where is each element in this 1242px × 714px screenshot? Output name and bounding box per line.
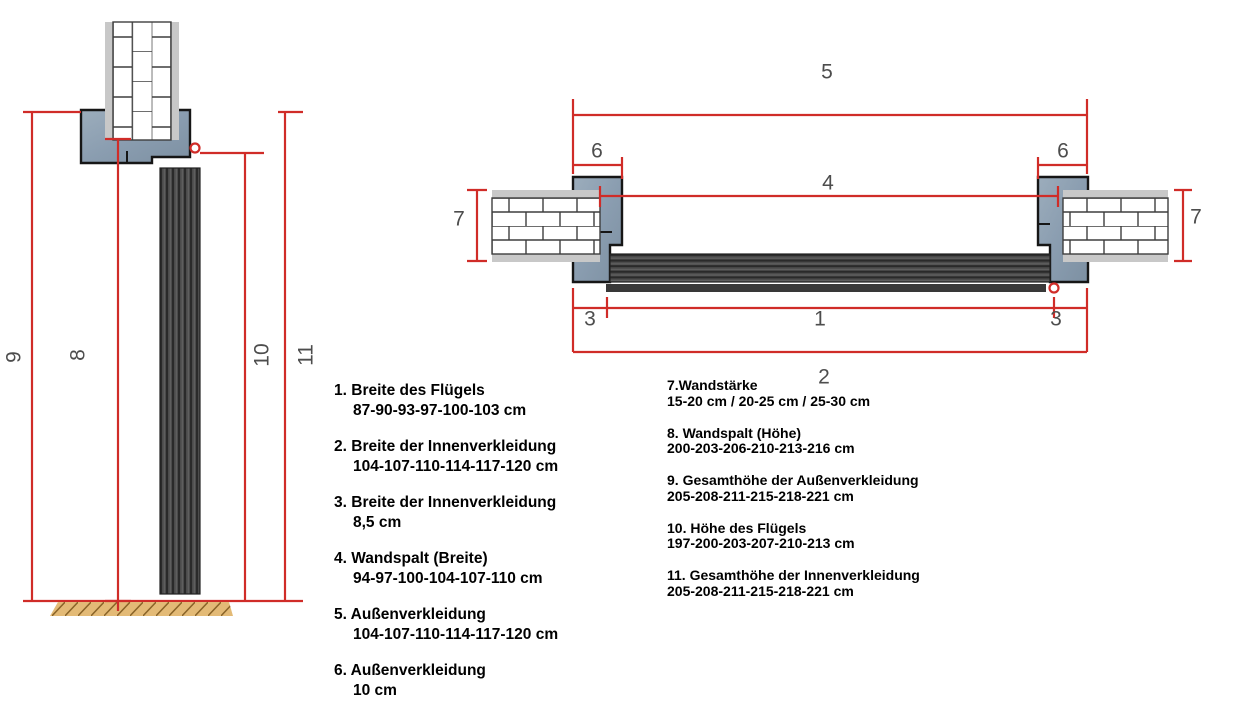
plaster-strip-bottom xyxy=(1063,254,1168,262)
spec-value: 87-90-93-97-100-103 cm xyxy=(353,402,527,419)
spec-value: 15-20 cm / 20-25 cm / 25-30 cm xyxy=(667,392,871,409)
spec-label: 7.Wandstärke xyxy=(667,377,758,393)
spec-label: 11. Gesamthöhe der Innenverkleidung xyxy=(667,567,920,583)
door-leaf-vertical xyxy=(160,168,200,594)
spec-value: 94-97-100-104-107-110 cm xyxy=(353,570,543,587)
hinge-point-circle xyxy=(1050,284,1059,293)
spec-value: 205-208-211-215-218-221 cm xyxy=(667,582,854,599)
dim-label-6-left: 6 xyxy=(591,139,603,163)
spec-label: 8. Wandspalt (Höhe) xyxy=(667,424,802,441)
spec-value: 104-107-110-114-117-120 cm xyxy=(353,626,559,643)
spec-label: 10. Höhe des Flügels xyxy=(667,519,807,536)
spec-label: 9. Gesamthöhe der Außenverkleidung xyxy=(667,472,919,488)
spec-item-8 xyxy=(667,426,987,457)
brick-wall-left xyxy=(492,190,600,262)
spec-item-4 xyxy=(334,549,634,589)
dim-label-9: 9 xyxy=(2,351,26,363)
spec-item-3 xyxy=(334,493,634,533)
spec-head xyxy=(334,605,634,625)
dim-label-1: 1 xyxy=(814,307,826,331)
dim-label-8: 8 xyxy=(66,349,90,361)
dim-label-11: 11 xyxy=(294,344,318,366)
spec-item-5 xyxy=(334,605,634,645)
hinge-point-circle xyxy=(191,144,200,153)
spec-number: 5. xyxy=(334,606,347,623)
spec-item-9 xyxy=(667,473,987,504)
spec-label: Wandspalt (Breite) xyxy=(351,550,488,567)
dim-label-7-right: 7 xyxy=(1190,205,1202,229)
spec-head xyxy=(334,381,634,401)
plaster-strip-top xyxy=(492,190,600,198)
spec-number: 1. xyxy=(334,382,347,399)
horizontal-section-drawing xyxy=(453,61,1202,389)
vertical-section-drawing xyxy=(3,22,318,616)
brick-masonry-joints xyxy=(113,22,171,140)
spec-number: 4. xyxy=(334,550,347,567)
spec-item-10 xyxy=(667,521,987,552)
dim-label-10: 10 xyxy=(250,343,274,367)
dim-label-2: 2 xyxy=(818,365,830,389)
spec-head xyxy=(334,493,634,513)
plaster-strip-right xyxy=(171,22,179,140)
dim-label-6-right: 6 xyxy=(1057,139,1069,163)
spec-item-7 xyxy=(667,378,987,409)
brick-wall-right xyxy=(1063,190,1168,262)
spec-label: Breite der Innenverkleidung xyxy=(351,494,557,511)
spec-number: 3. xyxy=(334,494,347,511)
spec-number: 6. xyxy=(334,662,347,679)
plaster-strip-top xyxy=(1063,190,1168,198)
dim-label-5: 5 xyxy=(821,60,833,84)
brick-wall-column xyxy=(105,22,179,140)
spec-label: Außenverkleidung xyxy=(350,606,486,623)
door-leaf-horizontal xyxy=(610,254,1050,282)
spec-item-2 xyxy=(334,437,634,477)
spec-label: Außenverkleidung xyxy=(350,662,486,679)
spec-head xyxy=(334,661,634,681)
spec-item-6 xyxy=(334,661,634,701)
spec-head xyxy=(334,549,634,569)
brick-masonry-joints xyxy=(492,198,600,254)
spec-value: 8,5 cm xyxy=(353,514,402,531)
spec-value: 200-203-206-210-213-216 cm xyxy=(667,440,855,456)
dim-label-3-left: 3 xyxy=(584,307,596,331)
brick-masonry-joints xyxy=(1063,198,1168,254)
spec-label: Breite der Innenverkleidung xyxy=(351,438,557,455)
dim-label-3-right: 3 xyxy=(1050,307,1062,331)
spec-label: Breite des Flügels xyxy=(351,382,485,399)
spec-item-11 xyxy=(667,568,987,599)
spec-list-widths xyxy=(334,381,634,714)
spec-item-1 xyxy=(334,381,634,421)
spec-value: 205-208-211-215-218-221 cm xyxy=(667,487,854,504)
spec-value: 104-107-110-114-117-120 cm xyxy=(353,458,559,475)
plaster-strip-left xyxy=(105,22,113,140)
threshold-strip xyxy=(606,284,1046,292)
dim-label-4: 4 xyxy=(822,171,834,195)
spec-value: 197-200-203-207-210-213 cm xyxy=(667,535,855,551)
dim-label-7-left: 7 xyxy=(453,207,465,231)
plaster-strip-bottom xyxy=(492,254,600,262)
spec-head xyxy=(334,437,634,457)
spec-list-heights xyxy=(667,378,987,616)
spec-value: 10 cm xyxy=(353,682,397,699)
spec-number: 2. xyxy=(334,438,347,455)
floor-strip xyxy=(50,602,233,616)
